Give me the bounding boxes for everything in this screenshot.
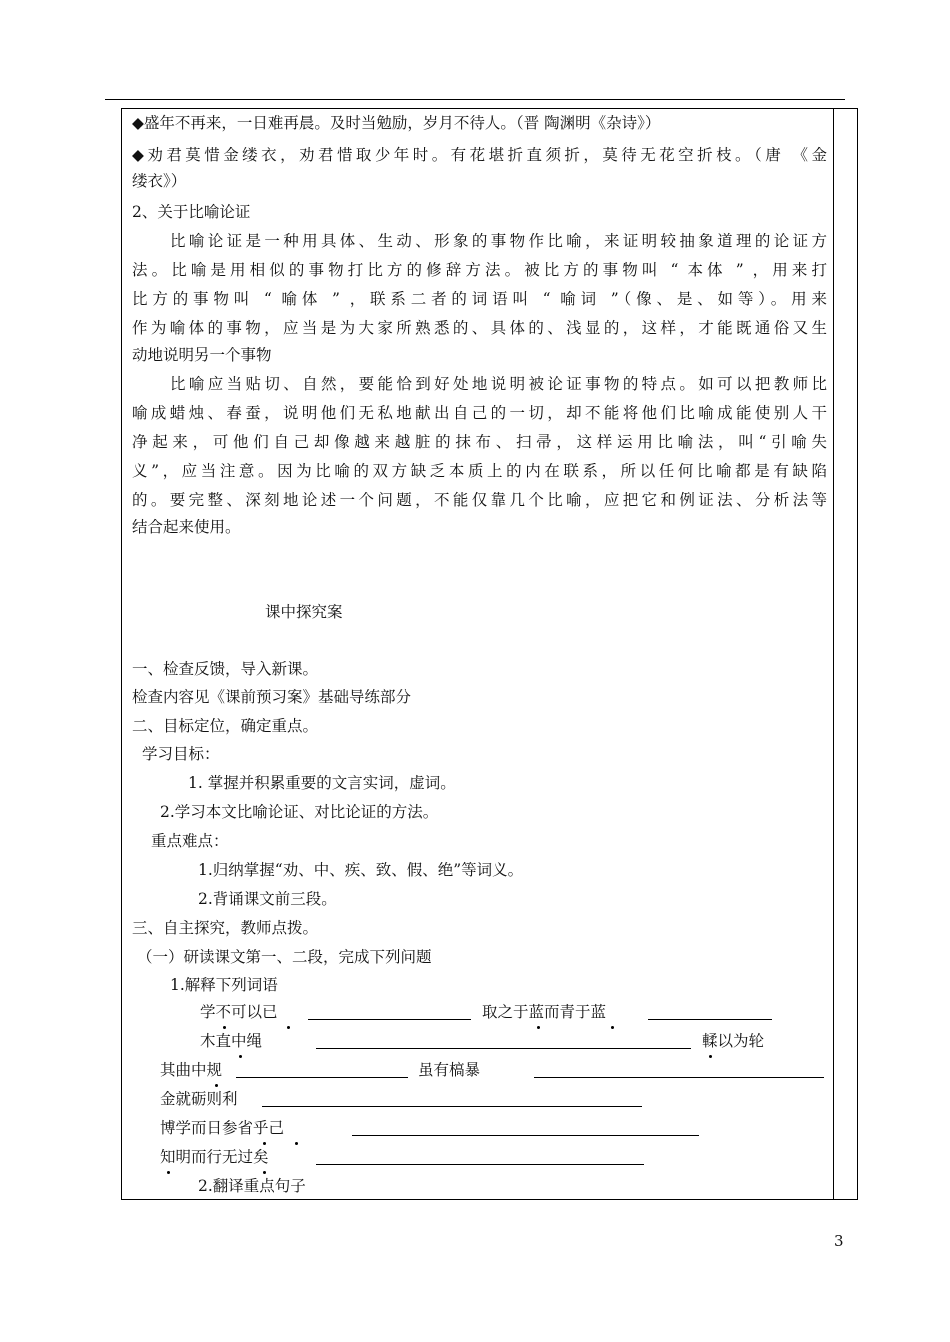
metaphor-heading: 2、关于比喻论证 [132,203,251,221]
metaphor-p1-line-5: 动地说明另一个事物 [132,346,272,364]
metaphor-p1-line-4: 作为喻体的事物，应当是为大家所熟悉的、具体的、浅显的，这样，才能既通俗又生 [132,319,827,337]
goals-label: 学习目标： [142,745,220,763]
key-point-2: 2.背诵课文前三段。 [198,890,337,908]
emphasis-dot [280,1001,296,1023]
header-rule [105,99,845,100]
metaphor-p2-line-3: 净起来，可他们自己却像越来越脏的抹布、扫帚，这样运用比喻法，叫“引喻失 [132,433,827,451]
vocab-item-8: 博学而日参省乎己 [160,1119,285,1137]
emphasis-dot [256,1117,272,1139]
vocab-blank-3[interactable] [316,1032,691,1049]
metaphor-p1-line-1: 比喻论证是一种用具体、生动、形象的事物作比喻，来证明较抽象道理的论证方 [170,232,827,250]
step-3-heading: 三、自主探究，教师点拨。 [132,919,319,937]
metaphor-p1-line-3: 比方的事物叫 “ 喻体 ” ，联系二者的词语叫 “ 喻词 ”（像、是、如等）。用来 [132,290,827,308]
vocab-item-1: 学不可以已 [200,1003,278,1021]
class-plan-title: 课中探究案 [265,603,343,621]
emphasis-dot [530,1001,546,1023]
vocab-item-9: 知明而行无过矣 [160,1148,269,1166]
vocab-blank-2[interactable] [648,1003,772,1020]
goal-1: 1. 掌握并积累重要的文言实词，虚词。 [188,774,456,792]
vocab-item-3: 木直中绳 [200,1032,263,1050]
vocab-item-5: 其曲中规 [160,1061,223,1079]
key-point-1: 1.归纳掌握“劝、中、疾、致、假、绝”等词义。 [198,861,524,879]
vocab-item-7: 金就砺则利 [160,1090,238,1108]
vocab-blank-6[interactable] [534,1061,824,1078]
goal-2: 2.学习本文比喻论证、对比论证的方法。 [160,803,439,821]
poem-line-1: ◆盛年不再来，一日难再晨。及时当勉励，岁月不待人。（晋 陶渊明《杂诗》） [132,114,661,132]
vocab-blank-9[interactable] [316,1148,644,1165]
emphasis-dot [232,1030,248,1052]
task-2-heading: 2.翻译重点句子 [198,1177,306,1195]
vocab-blank-1[interactable] [308,1003,471,1020]
metaphor-p2-line-4: 义”，应当注意。因为比喻的双方缺乏本质上的内在联系，所以任何比喻都是有缺陷 [132,462,827,480]
emphasis-dot [256,1146,272,1168]
key-points-label: 重点难点： [151,832,229,850]
emphasis-dot [604,1001,620,1023]
vocab-blank-7[interactable] [262,1090,642,1107]
emphasis-dot [702,1030,718,1052]
poem-line-2b: 缕衣》） [132,172,187,190]
step-1-heading: 一、检查反馈，导入新课。 [132,660,319,678]
metaphor-p1-line-2: 法。比喻是用相似的事物打比方的修辞方法。被比方的事物叫 “ 本体 ” ，用来打 [132,261,827,279]
emphasis-dot [216,1001,232,1023]
poem-line-2a: ◆劝君莫惜金缕衣，劝君惜取少年时。有花堪折直须折，莫待无花空折枝。（唐 《金 [132,146,827,164]
emphasis-dot [288,1117,304,1139]
metaphor-p2-line-5: 的。要完整、深刻地论述一个问题，不能仅靠几个比喻，应把它和例证法、分析法等 [132,491,827,509]
page-number: 3 [834,1232,844,1250]
metaphor-p2-line-1: 比喻应当贴切、自然，要能恰到好处地说明被论证事物的特点。如可以把教师比 [170,375,827,393]
vocab-item-6: 虽有槁暴 [418,1061,481,1079]
task-1-heading: 1.解释下列词语 [170,976,278,994]
step-1-detail: 检查内容见《课前预习案》基础导练部分 [132,688,412,706]
metaphor-p2-line-6: 结合起来使用。 [132,518,241,536]
emphasis-dot [160,1146,176,1168]
table-column-divider [833,108,834,1200]
vocab-blank-5[interactable] [236,1061,408,1078]
step-2-heading: 二、目标定位，确定重点。 [132,717,319,735]
vocab-item-2: 取之于蓝而青于蓝 [482,1003,607,1021]
sub-section-1: （一）研读课文第一、二段，完成下列问题 [137,948,432,966]
vocab-blank-8[interactable] [352,1119,699,1136]
vocab-item-4: 輮以为轮 [702,1032,765,1050]
metaphor-p2-line-2: 喻成蜡烛、春蚕，说明他们无私地献出自己的一切，却不能将他们比喻成能使别人干 [132,404,827,422]
emphasis-dot [208,1059,224,1081]
